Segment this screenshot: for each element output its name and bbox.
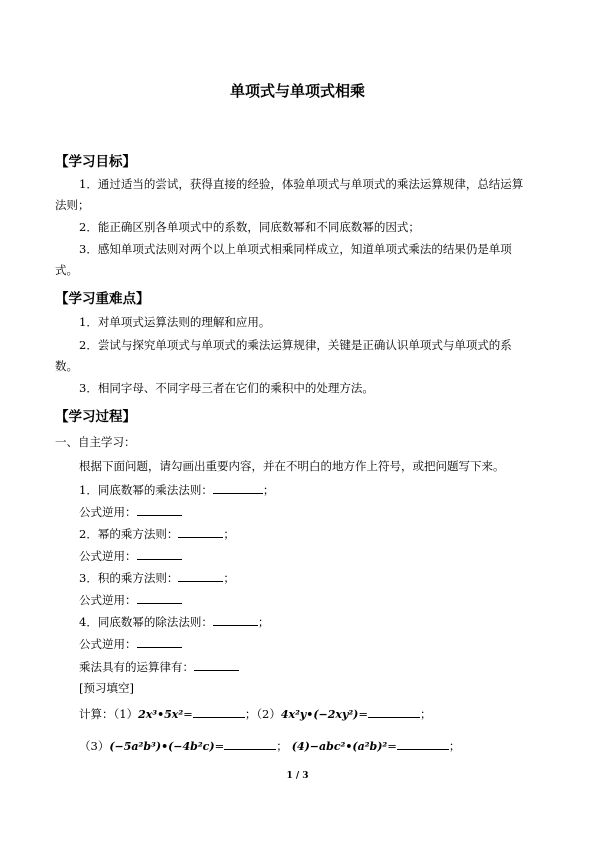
punct: ； [276, 739, 288, 753]
equals-sign: = [214, 739, 225, 753]
section-heading-goals: 【学习目标】 [55, 154, 136, 170]
answer-blank[interactable] [194, 659, 239, 671]
answer-blank[interactable] [224, 738, 276, 750]
section-heading-key-points: 【学习重难点】 [55, 291, 150, 307]
answer-blank[interactable] [213, 482, 263, 494]
answer-blank[interactable] [137, 548, 182, 560]
question-3-formula [79, 592, 182, 607]
problem-2-expression: 4x²y•(−2xy²) [280, 708, 359, 721]
calc-row-2 [79, 738, 460, 754]
section-heading-process: 【学习过程】 [55, 409, 136, 425]
formula-label: 公式逆用： [79, 505, 137, 519]
question-4 [79, 614, 269, 629]
equals-sign: = [183, 707, 193, 721]
question-3-text: 3．积的乘方法则： [79, 571, 179, 585]
problem-2-label: （2） [256, 707, 281, 721]
preview-label: [预习填空] [79, 681, 134, 695]
page-title: 单项式与单项式相乘 [229, 82, 365, 100]
answer-blank[interactable] [137, 636, 182, 648]
problem-4-expression: (4)−abc²•(a²b)² [291, 740, 388, 753]
key-point-3: 3．相同字母、不同字母三者在它们的乘积中的处理方法。 [79, 381, 374, 395]
formula-label: 公式逆用： [79, 593, 137, 607]
goal-item-3: 3．感知单项式法则对两个以上单项式相乘同样成立，知道单项式乘法的结果仍是单项 [79, 242, 512, 256]
question-1 [79, 482, 274, 497]
equals-sign: = [387, 739, 397, 753]
answer-blank[interactable] [137, 592, 182, 604]
answer-blank[interactable] [193, 706, 245, 718]
question-1-formula [79, 504, 182, 519]
goal-item-2: 2．能正确区别各单项式中的系数，同底数幂和不同底数幂的因式； [79, 220, 420, 234]
formula-label: 公式逆用： [79, 637, 137, 651]
goal-item-1: 1．通过适当的尝试，获得直接的经验，体验单项式与单项式的乘法运算规律，总结运算 [79, 177, 524, 191]
punct: ； [262, 483, 275, 497]
answer-blank[interactable] [213, 614, 258, 626]
punct: ； [420, 707, 432, 721]
punct: ； [223, 571, 235, 585]
punct: ； [244, 707, 257, 721]
answer-blank[interactable] [137, 504, 182, 516]
answer-blank[interactable] [397, 738, 449, 750]
problem-1-expression: 2x³•5x² [138, 708, 184, 721]
problem-1-label: （1） [113, 707, 139, 721]
calc-row-1 [79, 706, 432, 722]
answer-blank[interactable] [178, 570, 223, 582]
key-point-1: 1．对单项式运算法则的理解和应用。 [79, 315, 271, 329]
goal-item-3-cont: 式。 [55, 263, 78, 277]
punct: ； [223, 527, 235, 541]
laws-text: 乘法具有的运算律有： [79, 660, 194, 674]
question-1-text: 1．同底数幂的乘法法则： [79, 483, 213, 497]
question-2 [79, 526, 235, 541]
question-4-text: 4．同底数幂的除法法则： [79, 615, 213, 629]
laws-question [79, 659, 239, 674]
calc-label: 计算： [79, 707, 114, 721]
self-study-label: 一、自主学习： [55, 435, 136, 449]
problem-3-label: （3） [79, 739, 110, 753]
answer-blank[interactable] [178, 526, 223, 538]
problem-3-expression: (−5a²b³)•(−4b²c) [109, 740, 215, 753]
goal-item-1-cont: 法则； [55, 198, 90, 212]
question-2-formula [79, 548, 182, 563]
answer-blank[interactable] [368, 706, 420, 718]
equals-sign: = [358, 707, 369, 721]
question-3 [79, 570, 235, 585]
punct: ； [257, 615, 270, 629]
formula-label: 公式逆用： [79, 549, 137, 563]
question-2-text: 2．幂的乘方法则： [79, 527, 179, 541]
page-number: 1 / 3 [286, 771, 309, 781]
instruction-text: 根据下面问题，请勾画出重要内容，并在不明白的地方作上符号，或把问题写下来。 [79, 459, 505, 473]
key-point-2-cont: 数。 [55, 359, 78, 373]
punct: ； [448, 739, 461, 753]
question-4-formula [79, 636, 182, 651]
key-point-2: 2．尝试与探究单项式与单项式的乘法运算规律，关键是正确认识单项式与单项式的系 [79, 338, 512, 352]
